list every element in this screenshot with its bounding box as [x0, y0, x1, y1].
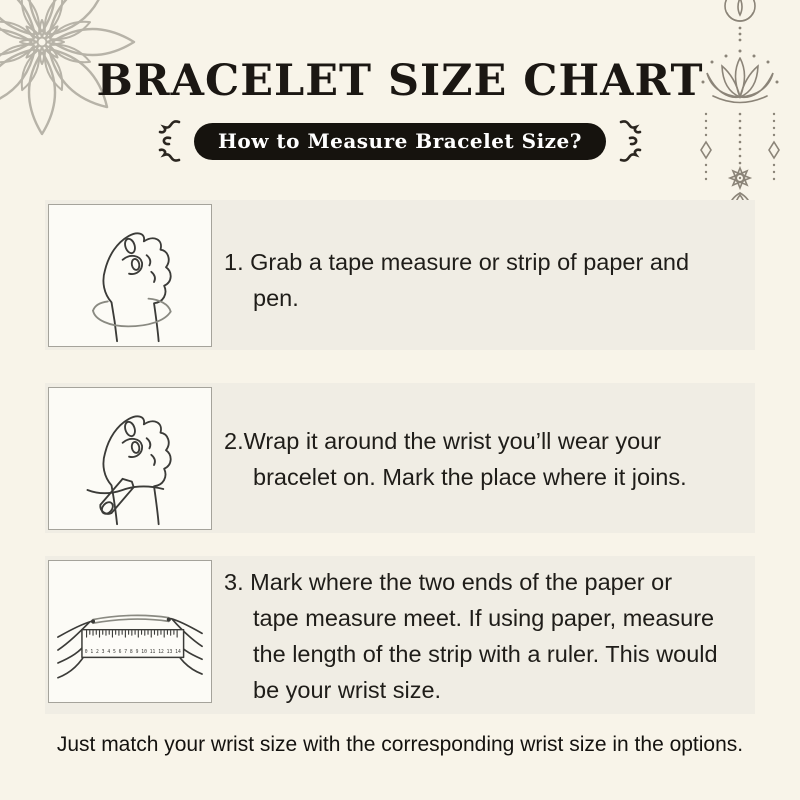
- ruler-numbers: 0 1 2 3 4 5 6 7 8 9 10 11 12 13 14: [84, 648, 182, 655]
- curly-flourish-left-icon: [156, 118, 184, 164]
- footer-note: Just match your wrist size with the corresponding wrist size in the options.: [56, 733, 744, 756]
- step-row-3: [45, 556, 755, 714]
- step-3-text: [224, 556, 718, 708]
- fist-with-tape-illustration: [48, 204, 212, 347]
- ruler-hands-illustration: [48, 560, 212, 703]
- step-3-line-4: be your wrist size.: [253, 677, 442, 703]
- fist-with-pen-illustration: [48, 387, 212, 530]
- step-2-text: [224, 383, 687, 495]
- step-1-line-2: pen.: [253, 285, 299, 311]
- step-3-line-2: tape measure meet. If using paper, measure: [253, 605, 715, 631]
- curly-flourish-right-icon: [616, 118, 644, 164]
- step-2-line-2: bracelet on. Mark the place where it joins.: [253, 464, 687, 490]
- step-1-text: [224, 200, 689, 316]
- badge-row: [0, 118, 800, 164]
- badge-how-to-measure: How to Measure Bracelet Size?: [194, 123, 606, 160]
- step-3-line-1: 3. Mark where the two ends of the paper or: [224, 569, 673, 595]
- step-1-line-1: 1. Grab a tape measure or strip of paper and: [224, 249, 690, 275]
- step-row-2: [45, 383, 755, 533]
- step-3-line-3: the length of the strip with a ruler. This would: [253, 641, 718, 667]
- step-row-1: [45, 200, 755, 350]
- step-2-line-1: 2.Wrap it around the wrist you’ll wear your: [224, 428, 662, 454]
- page-title: BRACELET SIZE CHART: [96, 56, 704, 106]
